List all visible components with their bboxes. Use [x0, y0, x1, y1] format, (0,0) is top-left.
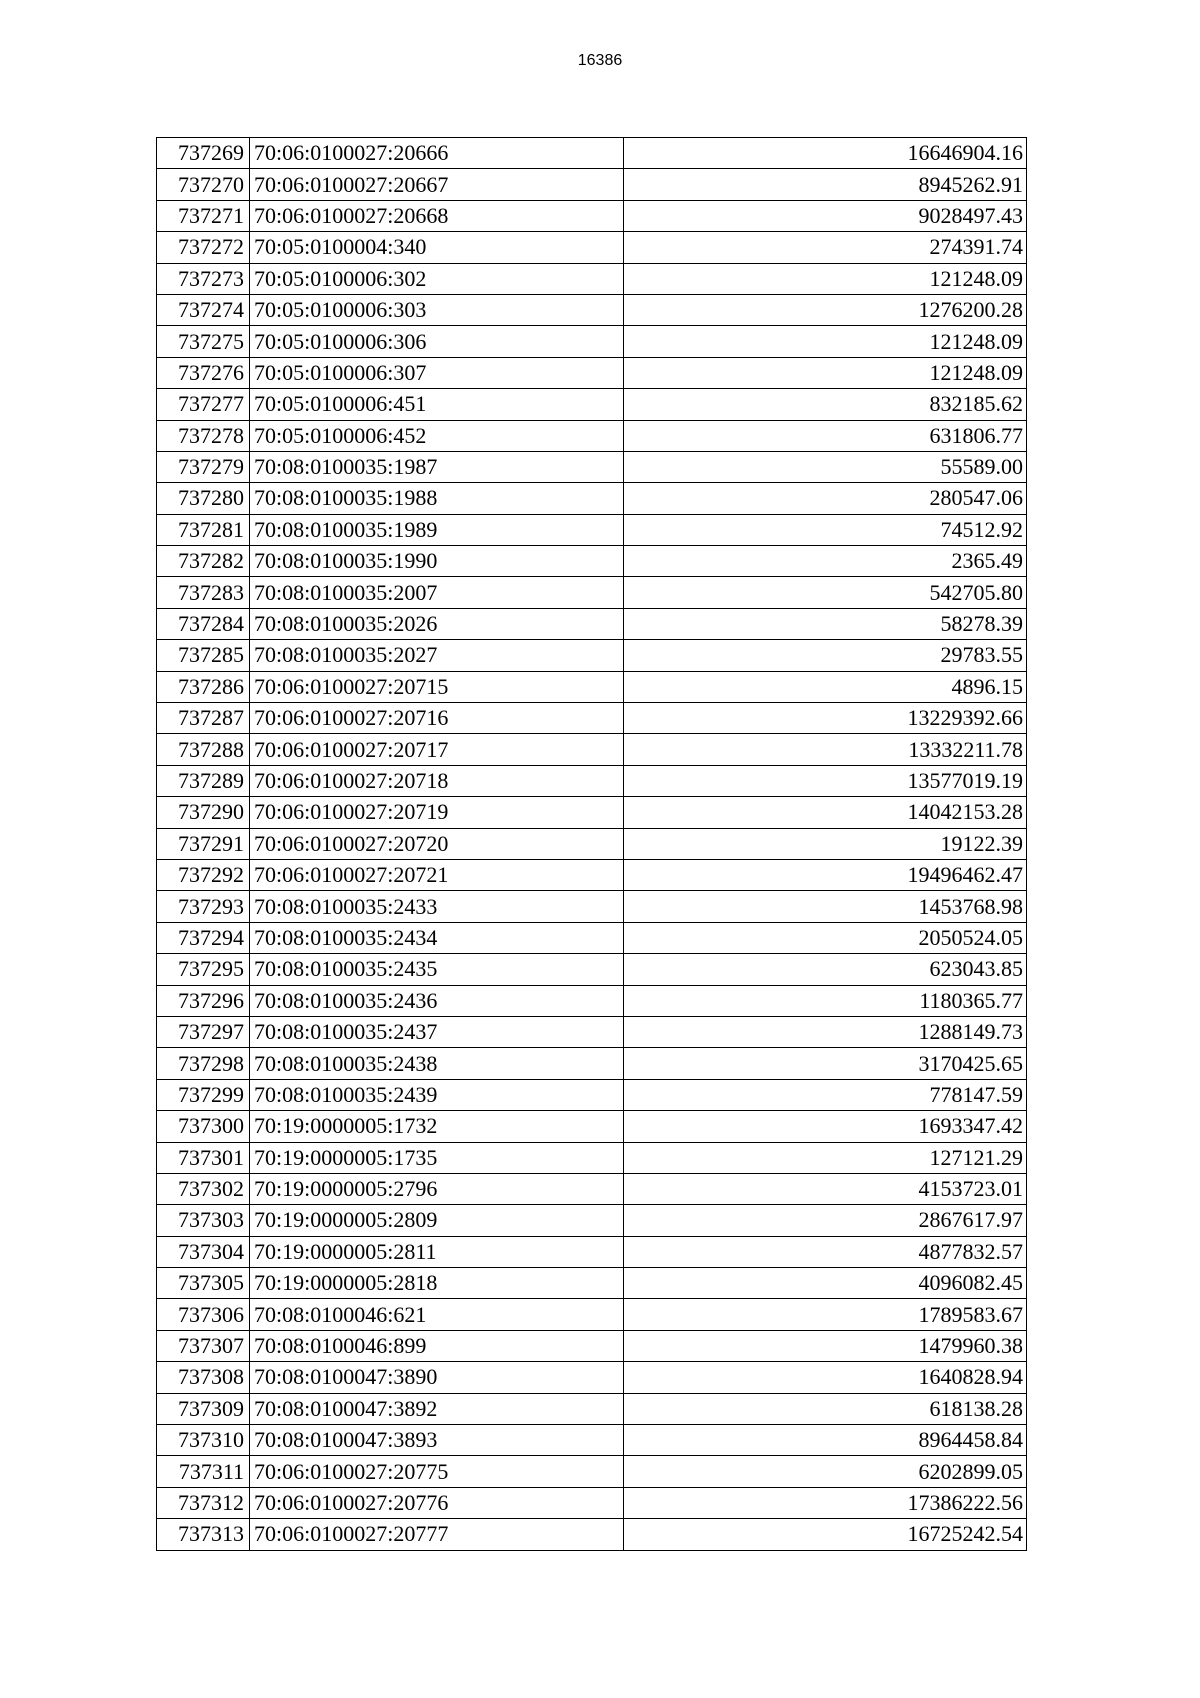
table-row	[157, 734, 1027, 765]
row-number-cell: 737278	[157, 420, 250, 451]
cadastral-number-cell: 70:19:0000005:2818	[250, 1268, 624, 1299]
table-body	[157, 138, 1027, 1551]
cadastral-number-cell: 70:08:0100035:1990	[250, 546, 624, 577]
cadastral-number-cell: 70:19:0000005:2811	[250, 1236, 624, 1267]
row-number-cell: 737299	[157, 1079, 250, 1110]
value-cell: 2867617.97	[624, 1205, 1027, 1236]
cadastral-number-cell: 70:06:0100027:20667	[250, 169, 624, 200]
value-cell: 2365.49	[624, 546, 1027, 577]
row-number-cell: 737310	[157, 1425, 250, 1456]
data-table-container	[156, 137, 1026, 1551]
table-row	[157, 891, 1027, 922]
cadastral-number-cell: 70:08:0100035:2438	[250, 1048, 624, 1079]
cadastral-number-cell: 70:08:0100035:2026	[250, 608, 624, 639]
table-row	[157, 200, 1027, 231]
row-number-cell: 737277	[157, 389, 250, 420]
row-number-cell: 737302	[157, 1173, 250, 1204]
table-row	[157, 1299, 1027, 1330]
row-number-cell: 737274	[157, 294, 250, 325]
table-row	[157, 263, 1027, 294]
value-cell: 74512.92	[624, 514, 1027, 545]
row-number-cell: 737285	[157, 640, 250, 671]
value-cell: 1693347.42	[624, 1111, 1027, 1142]
row-number-cell: 737297	[157, 1016, 250, 1047]
cadastral-number-cell: 70:08:0100047:3892	[250, 1393, 624, 1424]
table-row	[157, 138, 1027, 169]
value-cell: 13332211.78	[624, 734, 1027, 765]
cadastral-number-cell: 70:08:0100035:1987	[250, 451, 624, 482]
value-cell: 8945262.91	[624, 169, 1027, 200]
row-number-cell: 737313	[157, 1519, 250, 1550]
row-number-cell: 737292	[157, 859, 250, 890]
value-cell: 55589.00	[624, 451, 1027, 482]
cadastral-number-cell: 70:08:0100046:621	[250, 1299, 624, 1330]
table-row	[157, 294, 1027, 325]
row-number-cell: 737290	[157, 797, 250, 828]
table-row	[157, 1456, 1027, 1487]
row-number-cell: 737272	[157, 232, 250, 263]
value-cell: 16725242.54	[624, 1519, 1027, 1550]
table-row	[157, 546, 1027, 577]
row-number-cell: 737304	[157, 1236, 250, 1267]
cadastral-number-cell: 70:19:0000005:1735	[250, 1142, 624, 1173]
cadastral-number-cell: 70:19:0000005:1732	[250, 1111, 624, 1142]
value-cell: 121248.09	[624, 326, 1027, 357]
table-row	[157, 577, 1027, 608]
row-number-cell: 737296	[157, 985, 250, 1016]
table-row	[157, 483, 1027, 514]
table-row	[157, 608, 1027, 639]
row-number-cell: 737276	[157, 357, 250, 388]
value-cell: 121248.09	[624, 357, 1027, 388]
table-row	[157, 451, 1027, 482]
row-number-cell: 737275	[157, 326, 250, 357]
row-number-cell: 737303	[157, 1205, 250, 1236]
cadastral-number-cell: 70:05:0100006:306	[250, 326, 624, 357]
table-row	[157, 859, 1027, 890]
table-row	[157, 514, 1027, 545]
row-number-cell: 737301	[157, 1142, 250, 1173]
table-row	[157, 985, 1027, 1016]
row-number-cell: 737282	[157, 546, 250, 577]
table-row	[157, 797, 1027, 828]
row-number-cell: 737287	[157, 703, 250, 734]
cadastral-number-cell: 70:06:0100027:20719	[250, 797, 624, 828]
table-row	[157, 828, 1027, 859]
table-row	[157, 671, 1027, 702]
row-number-cell: 737311	[157, 1456, 250, 1487]
cadastral-number-cell: 70:06:0100027:20718	[250, 765, 624, 796]
cadastral-number-cell: 70:05:0100006:451	[250, 389, 624, 420]
row-number-cell: 737307	[157, 1330, 250, 1361]
table-row	[157, 703, 1027, 734]
value-cell: 1276200.28	[624, 294, 1027, 325]
value-cell: 4877832.57	[624, 1236, 1027, 1267]
cadastral-number-cell: 70:08:0100035:2436	[250, 985, 624, 1016]
row-number-cell: 737271	[157, 200, 250, 231]
table-row	[157, 1236, 1027, 1267]
cadastral-number-cell: 70:06:0100027:20716	[250, 703, 624, 734]
value-cell: 1640828.94	[624, 1362, 1027, 1393]
cadastral-number-cell: 70:06:0100027:20775	[250, 1456, 624, 1487]
cadastral-number-cell: 70:08:0100047:3890	[250, 1362, 624, 1393]
cadastral-number-cell: 70:08:0100046:899	[250, 1330, 624, 1361]
row-number-cell: 737280	[157, 483, 250, 514]
table-row	[157, 640, 1027, 671]
cadastral-number-cell: 70:08:0100035:1989	[250, 514, 624, 545]
cadastral-number-cell: 70:08:0100035:2437	[250, 1016, 624, 1047]
value-cell: 778147.59	[624, 1079, 1027, 1110]
value-cell: 14042153.28	[624, 797, 1027, 828]
value-cell: 4896.15	[624, 671, 1027, 702]
row-number-cell: 737279	[157, 451, 250, 482]
cadastral-number-cell: 70:05:0100006:303	[250, 294, 624, 325]
value-cell: 1288149.73	[624, 1016, 1027, 1047]
value-cell: 29783.55	[624, 640, 1027, 671]
row-number-cell: 737295	[157, 954, 250, 985]
cadastral-number-cell: 70:08:0100035:2435	[250, 954, 624, 985]
table-row	[157, 1205, 1027, 1236]
table-row	[157, 1487, 1027, 1518]
table-row	[157, 389, 1027, 420]
value-cell: 280547.06	[624, 483, 1027, 514]
cadastral-number-cell: 70:08:0100035:2439	[250, 1079, 624, 1110]
row-number-cell: 737291	[157, 828, 250, 859]
value-cell: 17386222.56	[624, 1487, 1027, 1518]
value-cell: 623043.85	[624, 954, 1027, 985]
row-number-cell: 737294	[157, 922, 250, 953]
cadastral-number-cell: 70:06:0100027:20666	[250, 138, 624, 169]
value-cell: 1789583.67	[624, 1299, 1027, 1330]
value-cell: 631806.77	[624, 420, 1027, 451]
cadastral-number-cell: 70:06:0100027:20776	[250, 1487, 624, 1518]
cadastral-number-cell: 70:05:0100006:452	[250, 420, 624, 451]
table-row	[157, 1079, 1027, 1110]
row-number-cell: 737309	[157, 1393, 250, 1424]
row-number-cell: 737283	[157, 577, 250, 608]
row-number-cell: 737269	[157, 138, 250, 169]
value-cell: 542705.80	[624, 577, 1027, 608]
table-row	[157, 1173, 1027, 1204]
value-cell: 19496462.47	[624, 859, 1027, 890]
value-cell: 1479960.38	[624, 1330, 1027, 1361]
row-number-cell: 737288	[157, 734, 250, 765]
value-cell: 1453768.98	[624, 891, 1027, 922]
value-cell: 8964458.84	[624, 1425, 1027, 1456]
value-cell: 6202899.05	[624, 1456, 1027, 1487]
cadastral-number-cell: 70:06:0100027:20717	[250, 734, 624, 765]
table-row	[157, 1362, 1027, 1393]
value-cell: 16646904.16	[624, 138, 1027, 169]
value-cell: 1180365.77	[624, 985, 1027, 1016]
cadastral-number-cell: 70:06:0100027:20777	[250, 1519, 624, 1550]
value-cell: 4153723.01	[624, 1173, 1027, 1204]
value-cell: 13229392.66	[624, 703, 1027, 734]
cadastral-number-cell: 70:19:0000005:2796	[250, 1173, 624, 1204]
cadastral-number-cell: 70:05:0100006:307	[250, 357, 624, 388]
value-cell: 618138.28	[624, 1393, 1027, 1424]
value-cell: 2050524.05	[624, 922, 1027, 953]
cadastral-number-cell: 70:06:0100027:20721	[250, 859, 624, 890]
table-row	[157, 357, 1027, 388]
row-number-cell: 737289	[157, 765, 250, 796]
table-row	[157, 420, 1027, 451]
value-cell: 19122.39	[624, 828, 1027, 859]
cadastral-number-cell: 70:08:0100047:3893	[250, 1425, 624, 1456]
row-number-cell: 737308	[157, 1362, 250, 1393]
cadastral-number-cell: 70:08:0100035:2007	[250, 577, 624, 608]
table-row	[157, 1142, 1027, 1173]
table-row	[157, 1268, 1027, 1299]
table-row	[157, 169, 1027, 200]
row-number-cell: 737306	[157, 1299, 250, 1330]
value-cell: 3170425.65	[624, 1048, 1027, 1079]
table-row	[157, 1393, 1027, 1424]
table-row	[157, 326, 1027, 357]
cadastral-number-cell: 70:05:0100006:302	[250, 263, 624, 294]
value-cell: 274391.74	[624, 232, 1027, 263]
row-number-cell: 737273	[157, 263, 250, 294]
row-number-cell: 737281	[157, 514, 250, 545]
value-cell: 121248.09	[624, 263, 1027, 294]
table-row	[157, 1048, 1027, 1079]
table-row	[157, 1425, 1027, 1456]
row-number-cell: 737312	[157, 1487, 250, 1518]
cadastral-number-cell: 70:06:0100027:20668	[250, 200, 624, 231]
table-row	[157, 1111, 1027, 1142]
page-number: 16386	[577, 52, 623, 69]
table-row	[157, 954, 1027, 985]
cadastral-number-cell: 70:08:0100035:2027	[250, 640, 624, 671]
value-cell: 832185.62	[624, 389, 1027, 420]
value-cell: 127121.29	[624, 1142, 1027, 1173]
table-row	[157, 922, 1027, 953]
cadastral-number-cell: 70:08:0100035:2433	[250, 891, 624, 922]
cadastral-number-cell: 70:08:0100035:2434	[250, 922, 624, 953]
cadastral-number-cell: 70:05:0100004:340	[250, 232, 624, 263]
table-row	[157, 1519, 1027, 1550]
table-row	[157, 765, 1027, 796]
value-cell: 9028497.43	[624, 200, 1027, 231]
row-number-cell: 737293	[157, 891, 250, 922]
row-number-cell: 737270	[157, 169, 250, 200]
row-number-cell: 737286	[157, 671, 250, 702]
row-number-cell: 737298	[157, 1048, 250, 1079]
table-row	[157, 1016, 1027, 1047]
value-cell: 4096082.45	[624, 1268, 1027, 1299]
value-cell: 13577019.19	[624, 765, 1027, 796]
cadastral-number-cell: 70:06:0100027:20720	[250, 828, 624, 859]
cadastral-number-cell: 70:08:0100035:1988	[250, 483, 624, 514]
table-row	[157, 1330, 1027, 1361]
cadastral-number-cell: 70:06:0100027:20715	[250, 671, 624, 702]
table-row	[157, 232, 1027, 263]
value-cell: 58278.39	[624, 608, 1027, 639]
row-number-cell: 737300	[157, 1111, 250, 1142]
row-number-cell: 737284	[157, 608, 250, 639]
data-table	[156, 137, 1027, 1551]
cadastral-number-cell: 70:19:0000005:2809	[250, 1205, 624, 1236]
row-number-cell: 737305	[157, 1268, 250, 1299]
